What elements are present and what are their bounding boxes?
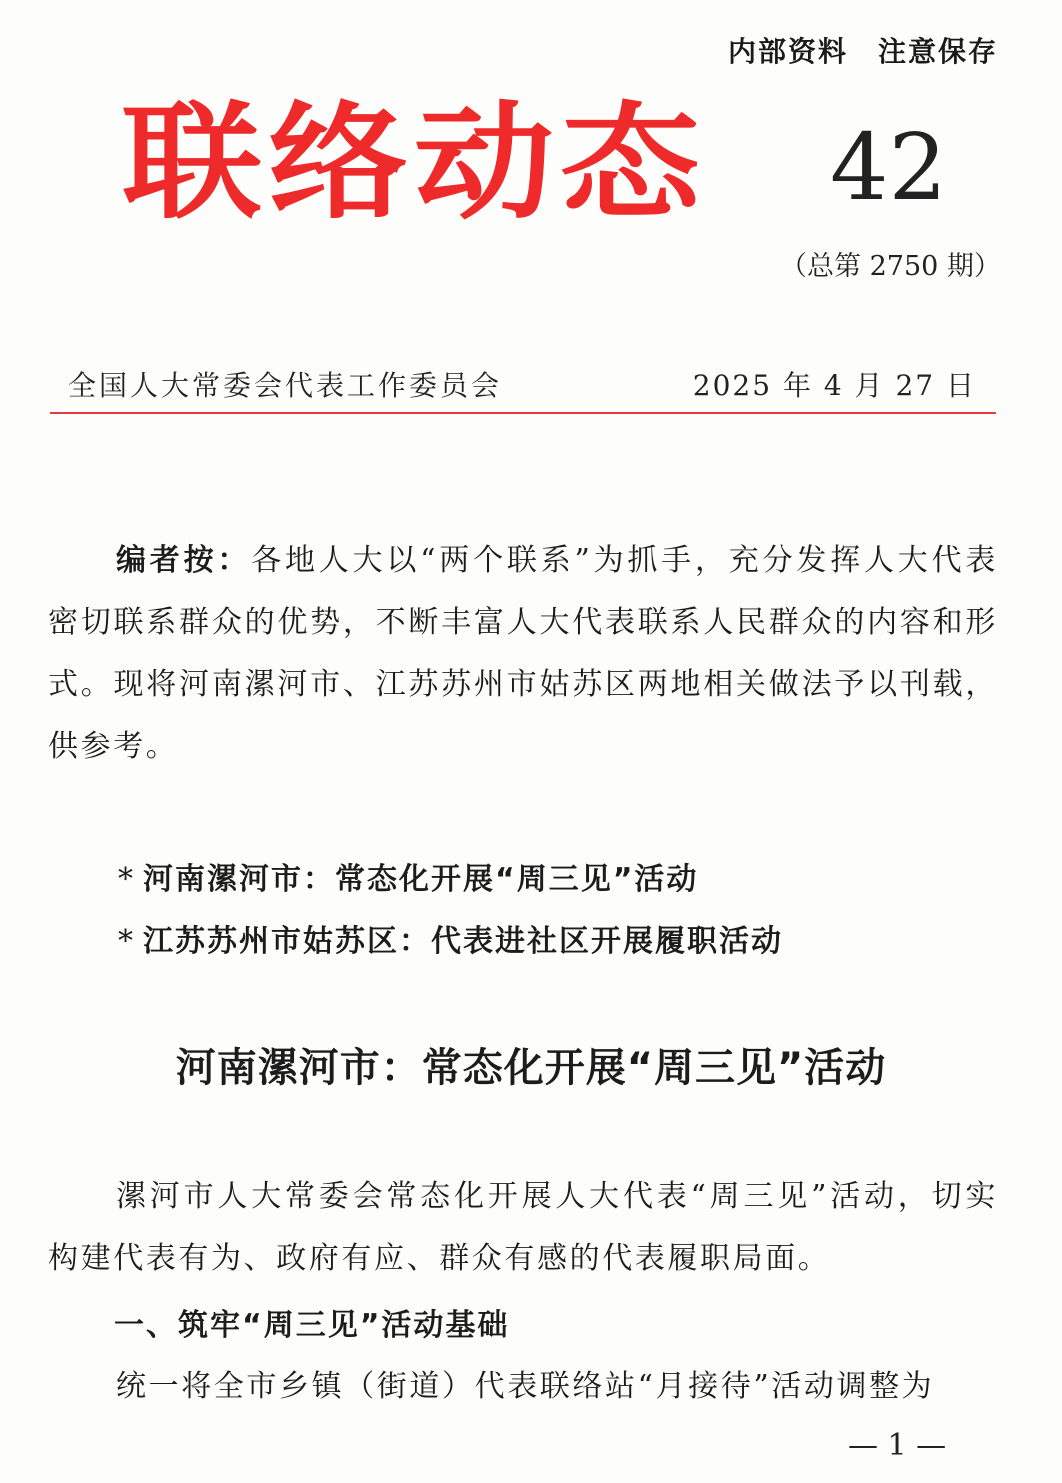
toc-star-icon: * <box>118 924 135 959</box>
header-divider <box>50 412 996 414</box>
confidential-label: 内部资料 注意保存 <box>727 35 998 68</box>
page-number: — 1 — <box>848 1428 947 1463</box>
article-paragraph: 漯河市人大常委会常态化开展人大代表“周三见”活动，切实构建代表有为、政府有应、群众有感的代表履职局面。 <box>48 1179 998 1276</box>
total-issue-number: （总第 2750 期） <box>780 251 1001 282</box>
issuer-name: 全国人大常委会代表工作委员会 <box>68 369 503 402</box>
editor-note-label: 编者按： <box>116 543 252 578</box>
toc-star-icon: * <box>118 862 135 897</box>
issue-number: 42 <box>830 114 948 221</box>
article-paragraph: 统一将全市乡镇（街道）代表联络站“月接待”活动调整为 <box>116 1369 935 1404</box>
toc-item <box>118 916 978 960</box>
editor-note-text: 各地人大以“两个联系”为抓手，充分发挥人大代表密切联系群众的优势，不断丰富人大代表联系人民群众的内容和形式。现将河南漯河市、江苏苏州市姑苏区两地相关做法予以刊载，供参考。 <box>48 543 998 764</box>
masthead-title: 联络动态 <box>122 90 707 237</box>
issue-date: 2025 年 4 月 27 日 <box>692 369 976 402</box>
section-heading: 一、筑牢“周三见”活动基础 <box>114 1308 510 1343</box>
toc-item-label: 河南漯河市：常态化开展“周三见”活动 <box>143 862 699 897</box>
article-title: 河南漯河市：常态化开展“周三见”活动 <box>175 1045 887 1091</box>
toc-item <box>118 854 978 898</box>
editor-note <box>48 530 998 778</box>
toc-item-label: 江苏苏州市姑苏区：代表进社区开展履职活动 <box>143 924 783 959</box>
